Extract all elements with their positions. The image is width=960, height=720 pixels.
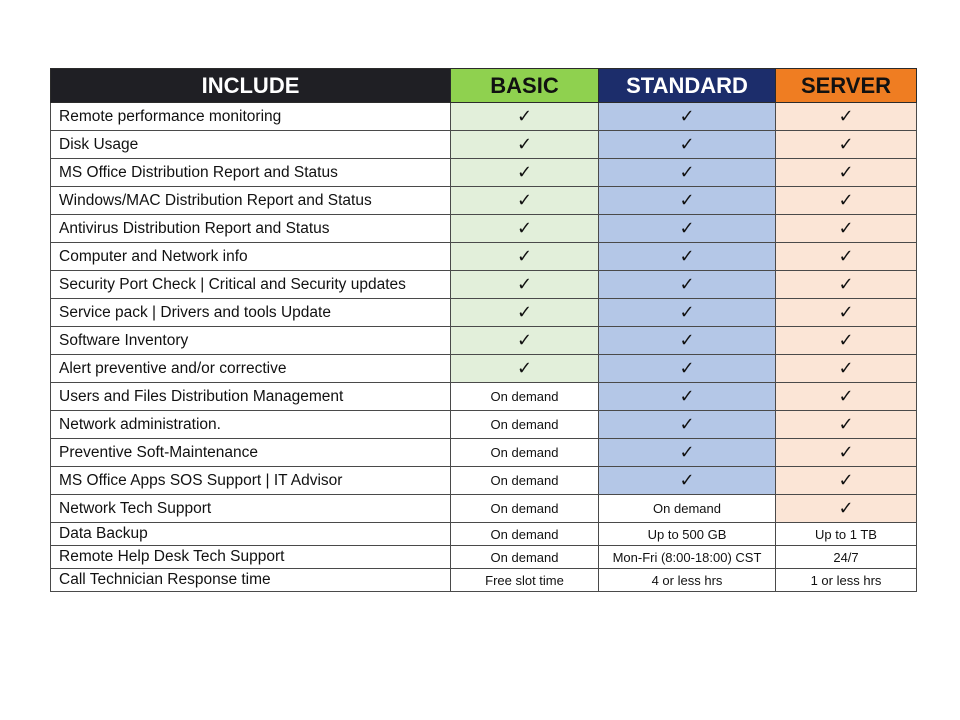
feature-cell: Alert preventive and/or corrective [51,355,451,383]
table-row [51,131,917,159]
basic-checkmark-icon: ✓ [451,355,599,383]
server-checkmark-icon: ✓ [776,411,917,439]
server-checkmark-icon: ✓ [776,355,917,383]
feature-cell: Software Inventory [51,327,451,355]
feature-cell: Preventive Soft-Maintenance [51,439,451,467]
feature-cell: Computer and Network info [51,243,451,271]
server-value-cell: 24/7 [776,546,917,569]
basic-checkmark-icon: ✓ [451,327,599,355]
server-checkmark-icon: ✓ [776,103,917,131]
basic-checkmark-icon: ✓ [451,131,599,159]
basic-value-cell: On demand [451,523,599,546]
standard-checkmark-icon: ✓ [599,215,776,243]
basic-value-cell: On demand [451,546,599,569]
table-row [51,383,917,411]
table-row [51,327,917,355]
feature-cell: MS Office Distribution Report and Status [51,159,451,187]
basic-value-cell: On demand [451,495,599,523]
header-basic: BASIC [451,69,599,103]
standard-checkmark-icon: ✓ [599,299,776,327]
basic-value-cell: On demand [451,467,599,495]
basic-checkmark-icon: ✓ [451,103,599,131]
plan-comparison-table [50,68,917,592]
standard-checkmark-icon: ✓ [599,327,776,355]
table-row [51,569,917,592]
header-server: SERVER [776,69,917,103]
server-checkmark-icon: ✓ [776,187,917,215]
standard-checkmark-icon: ✓ [599,131,776,159]
feature-cell: Antivirus Distribution Report and Status [51,215,451,243]
standard-checkmark-icon: ✓ [599,383,776,411]
table-row [51,523,917,546]
standard-checkmark-icon: ✓ [599,355,776,383]
feature-cell: Network Tech Support [51,495,451,523]
header-standard: STANDARD [599,69,776,103]
server-checkmark-icon: ✓ [776,131,917,159]
server-checkmark-icon: ✓ [776,467,917,495]
feature-cell: Service pack | Drivers and tools Update [51,299,451,327]
basic-checkmark-icon: ✓ [451,187,599,215]
table-row [51,187,917,215]
table-row [51,159,917,187]
standard-checkmark-icon: ✓ [599,411,776,439]
server-checkmark-icon: ✓ [776,215,917,243]
standard-value-cell: 4 or less hrs [599,569,776,592]
basic-checkmark-icon: ✓ [451,299,599,327]
basic-checkmark-icon: ✓ [451,159,599,187]
basic-value-cell: On demand [451,411,599,439]
feature-cell: Network administration. [51,411,451,439]
server-checkmark-icon: ✓ [776,299,917,327]
server-checkmark-icon: ✓ [776,327,917,355]
server-checkmark-icon: ✓ [776,271,917,299]
feature-cell: Users and Files Distribution Management [51,383,451,411]
standard-checkmark-icon: ✓ [599,103,776,131]
standard-value-cell: On demand [599,495,776,523]
server-value-cell: Up to 1 TB [776,523,917,546]
table-row [51,243,917,271]
basic-value-cell: On demand [451,383,599,411]
table-body [51,103,917,592]
table-row [51,355,917,383]
table-row [51,411,917,439]
server-checkmark-icon: ✓ [776,383,917,411]
basic-value-cell: On demand [451,439,599,467]
standard-checkmark-icon: ✓ [599,243,776,271]
basic-value-cell: Free slot time [451,569,599,592]
server-checkmark-icon: ✓ [776,439,917,467]
table-row [51,467,917,495]
table-row [51,271,917,299]
table-row [51,215,917,243]
feature-cell: Call Technician Response time [51,569,451,592]
basic-checkmark-icon: ✓ [451,215,599,243]
feature-cell: Remote performance monitoring [51,103,451,131]
feature-cell: Data Backup [51,523,451,546]
table-row [51,495,917,523]
server-checkmark-icon: ✓ [776,243,917,271]
feature-cell: Security Port Check | Critical and Security updates [51,271,451,299]
server-checkmark-icon: ✓ [776,159,917,187]
standard-checkmark-icon: ✓ [599,439,776,467]
table-row [51,439,917,467]
table-row [51,103,917,131]
standard-value-cell: Up to 500 GB [599,523,776,546]
standard-checkmark-icon: ✓ [599,187,776,215]
feature-cell: Windows/MAC Distribution Report and Status [51,187,451,215]
basic-checkmark-icon: ✓ [451,271,599,299]
header-include: INCLUDE [51,69,451,103]
standard-checkmark-icon: ✓ [599,159,776,187]
standard-value-cell: Mon-Fri (8:00-18:00) CST [599,546,776,569]
table-row [51,299,917,327]
feature-cell: Disk Usage [51,131,451,159]
server-checkmark-icon: ✓ [776,495,917,523]
feature-cell: Remote Help Desk Tech Support [51,546,451,569]
server-value-cell: 1 or less hrs [776,569,917,592]
basic-checkmark-icon: ✓ [451,243,599,271]
standard-checkmark-icon: ✓ [599,271,776,299]
standard-checkmark-icon: ✓ [599,467,776,495]
table-header-row [51,69,917,103]
feature-cell: MS Office Apps SOS Support | IT Advisor [51,467,451,495]
table-row [51,546,917,569]
